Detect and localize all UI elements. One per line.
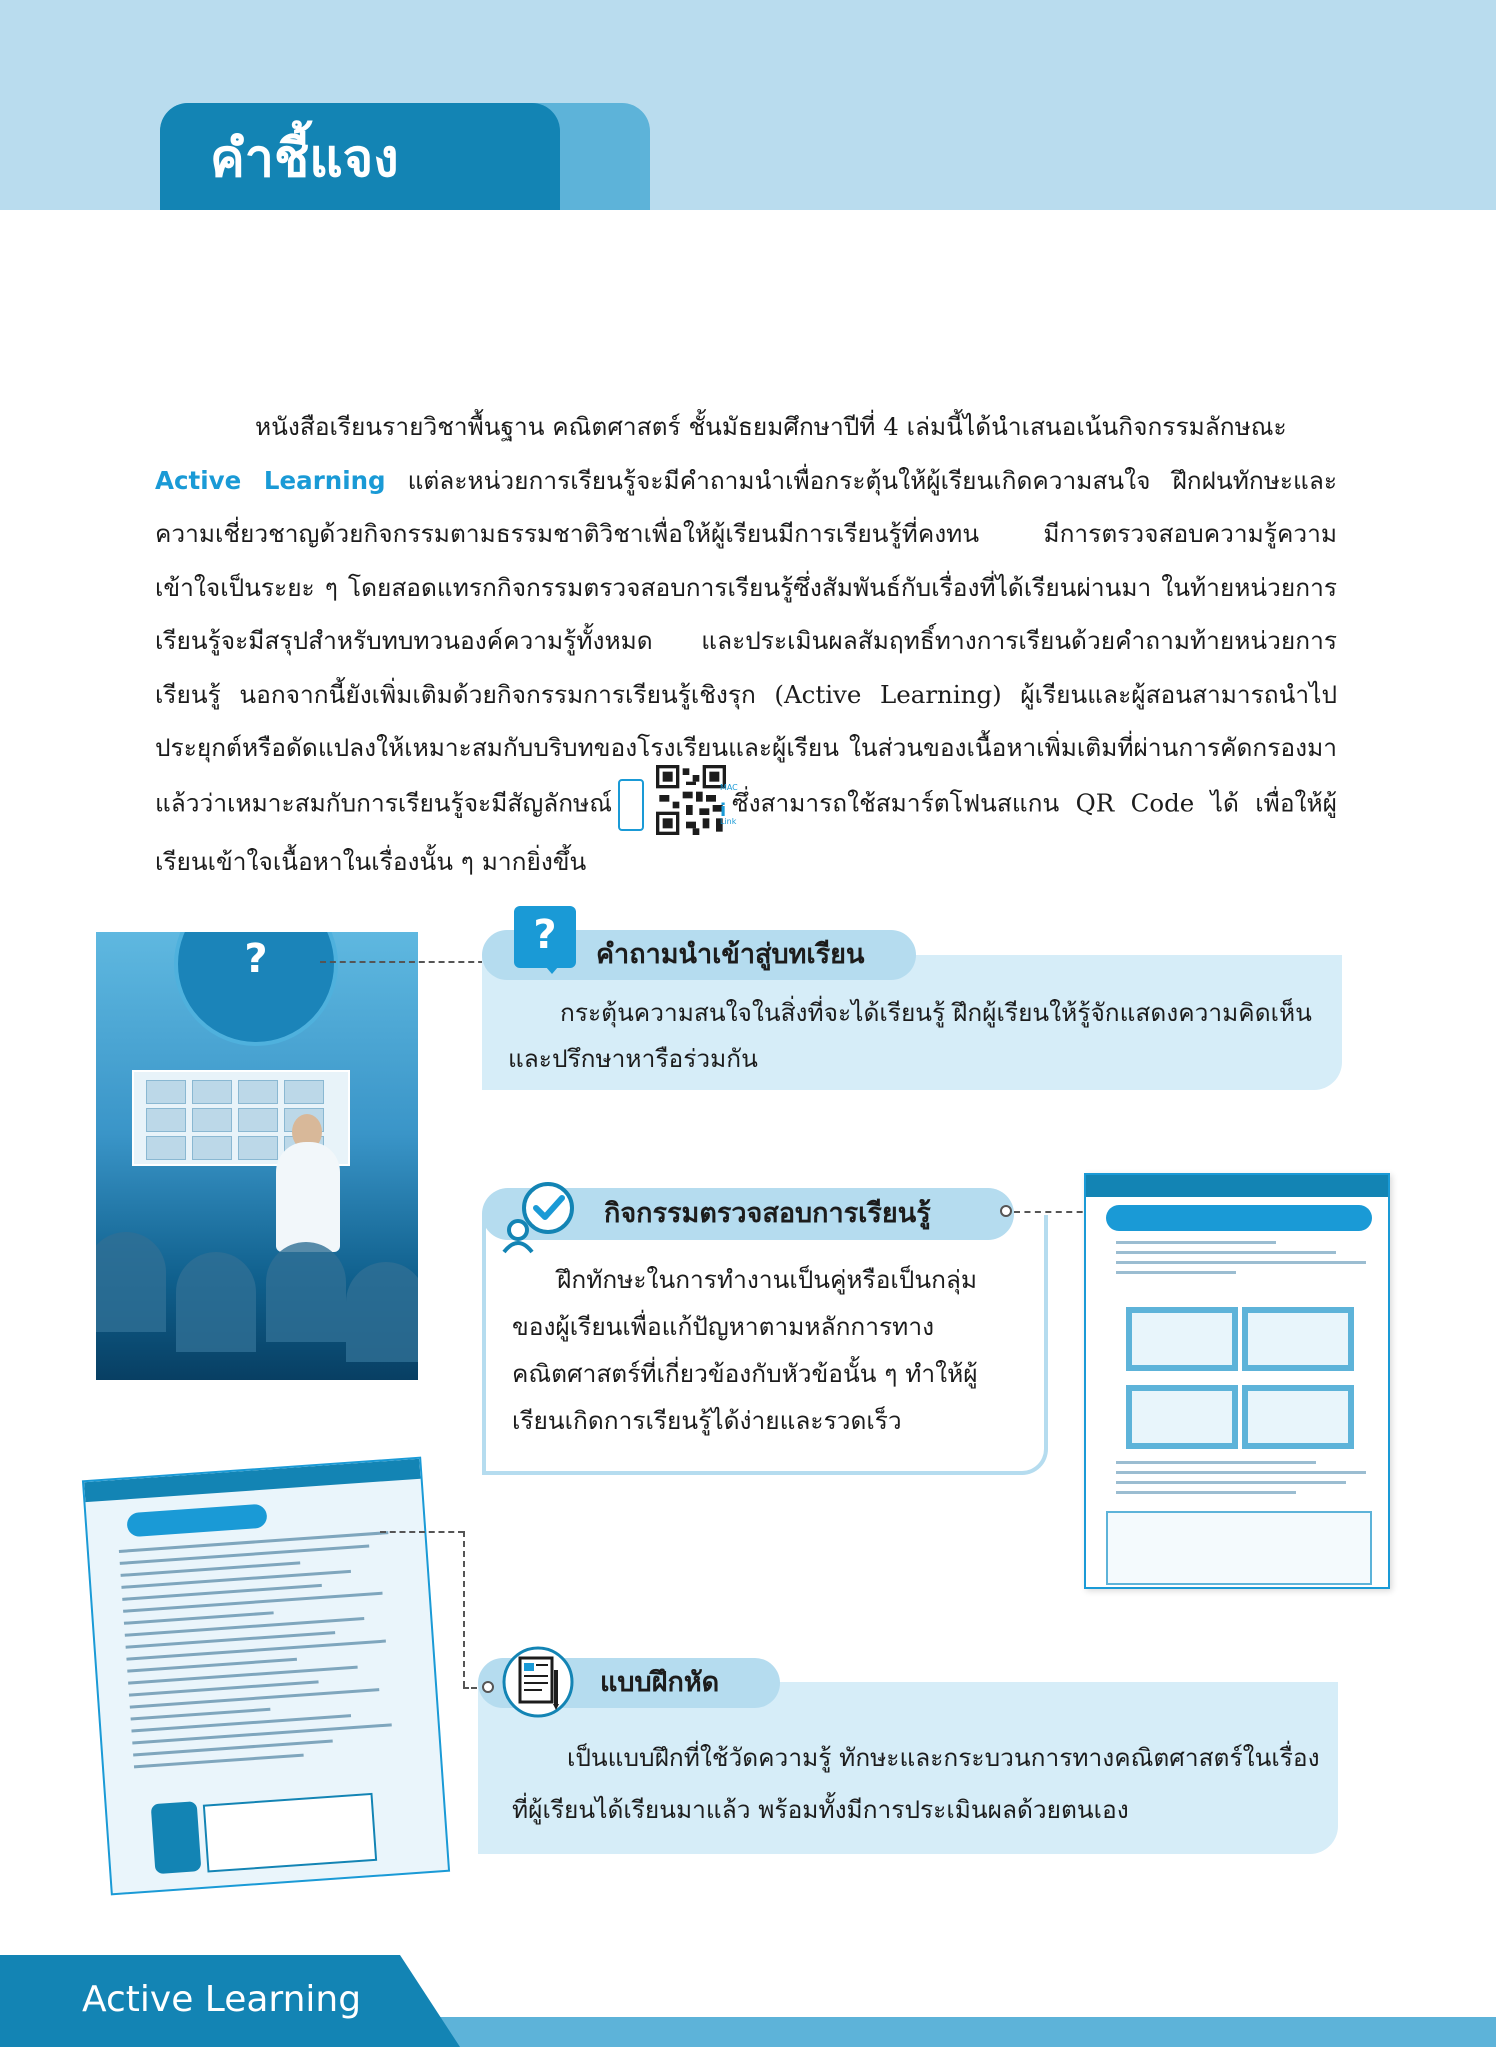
section-exercise-title: แบบฝึกหัด — [600, 1667, 720, 1698]
cover-question-circle — [174, 932, 338, 1046]
qr-code-icon — [656, 765, 726, 835]
checklist-person-icon — [500, 1170, 584, 1254]
document-pen-icon — [502, 1646, 574, 1718]
section-activity-text: ฝึกทักษะในการทำงานเป็นคู่หรือเป็นกลุ่มของผู้เรียนเพื่อแก้ปัญหาตามหลักการทางคณิตศาสตร์ที่เกี่ยวข้องกับหัวข้อนั้น ๆ ทำให้ผู้เรียนเกิดการเรียนรู้ได้ง่ายและรวดเร็ว — [512, 1265, 978, 1435]
connector-line — [380, 1531, 464, 1533]
cover-audience — [266, 1242, 346, 1342]
connector-line — [320, 961, 494, 963]
question-icon: ? — [514, 906, 576, 968]
cover-teacher — [276, 1142, 340, 1252]
footer-label: Active Learning — [82, 1979, 362, 2020]
connector-dot — [482, 1681, 494, 1693]
mac-link-icon: MAC i Link — [618, 779, 644, 831]
section-question-title: คำถามนำเข้าสู่บทเรียน — [596, 939, 865, 970]
exercise-page-thumbnail — [82, 1457, 450, 1896]
intro-text-3: ซึ่งสามารถใช้สมาร์ตโฟนสแกน QR Code ได้ เพื่อให้ผู้เรียนเข้าใจเนื้อหาในเรื่องนั้น ๆ มากยิ่งขึ้น — [155, 788, 1337, 876]
question-icon-tail — [540, 960, 564, 974]
section-question-text: กระตุ้นความสนใจในสิ่งที่จะได้เรียนรู้ ฝึกผู้เรียนให้รู้จักแสดงความคิดเห็นและปรึกษาหารือร่วมกัน — [508, 998, 1312, 1073]
connector-line — [463, 1531, 465, 1687]
page-title: คำชี้แจง — [210, 129, 399, 189]
cover-audience — [346, 1262, 418, 1362]
intro-text-2: แต่ละหน่วยการเรียนรู้จะมีคำถามนำเพื่อกระตุ้นให้ผู้เรียนเกิดความสนใจ ฝึกฝนทักษะและความเชี่ยวชาญด้วยกิจกรรมตามธรรมชาติวิชาเพื่อให้ผู้เรียนมีการเรียนรู้ที่คงทน มีการตรวจสอบความรู้ความเข้าใจเป็นระยะ ๆ โดยสอดแทรกกิจกรรมตรวจสอบการเรียนรู้ซึ่งสัมพันธ์กับเรื่องที่ได้เรียนผ่านมา ในท้ายหน่วยการเรียนรู้จะมีสรุปสำหรับทบทวนองค์ความรู้ทั้งหมด และประเมินผลสัมฤทธิ์ทางการเรียนด้วยคำถามท้ายหน่วยการเรียนรู้ นอกจากนี้ยังเพิ่มเติมด้วยกิจกรรมการเรียนรู้เชิงรุก (Active Learning) ผู้เรียนและผู้สอนสามารถนำไปประยุกต์หรือดัดแปลงให้เหมาะสมกับบริบทของโรงเรียนและผู้เรียน ในส่วนของเนื้อหาเพิ่มเติมที่ผ่านการคัดกรองมาแล้วว่าเหมาะสมกับการเรียนรู้จะมีสัญลักษณ์ — [155, 465, 1337, 817]
section-activity-title: กิจกรรมตรวจสอบการเรียนรู้ — [604, 1198, 931, 1229]
cover-audience — [96, 1232, 166, 1332]
intro-paragraph — [155, 400, 1337, 888]
question-mark-icon: ? — [244, 936, 268, 982]
activity-page-thumbnail — [1084, 1173, 1390, 1589]
cover-audience — [176, 1252, 256, 1352]
intro-text-1: หนังสือเรียนรายวิชาพื้นฐาน คณิตศาสตร์ ชั้นมัธยมศึกษาปีที่ 4 เล่มนี้ได้นำเสนอเน้นกิจกรรมลักษณะ — [255, 412, 1287, 441]
cover-page-thumbnail — [96, 932, 418, 1380]
connector-dot — [1000, 1205, 1012, 1217]
intro-accent: Active Learning — [155, 465, 386, 495]
section-exercise-text: เป็นแบบฝึกที่ใช้วัดความรู้ ทักษะและกระบวนการทางคณิตศาสตร์ในเรื่องที่ผู้เรียนได้เรียนมาแล้ว พร้อมทั้งมีการประเมินผลด้วยตนเอง — [512, 1743, 1320, 1824]
